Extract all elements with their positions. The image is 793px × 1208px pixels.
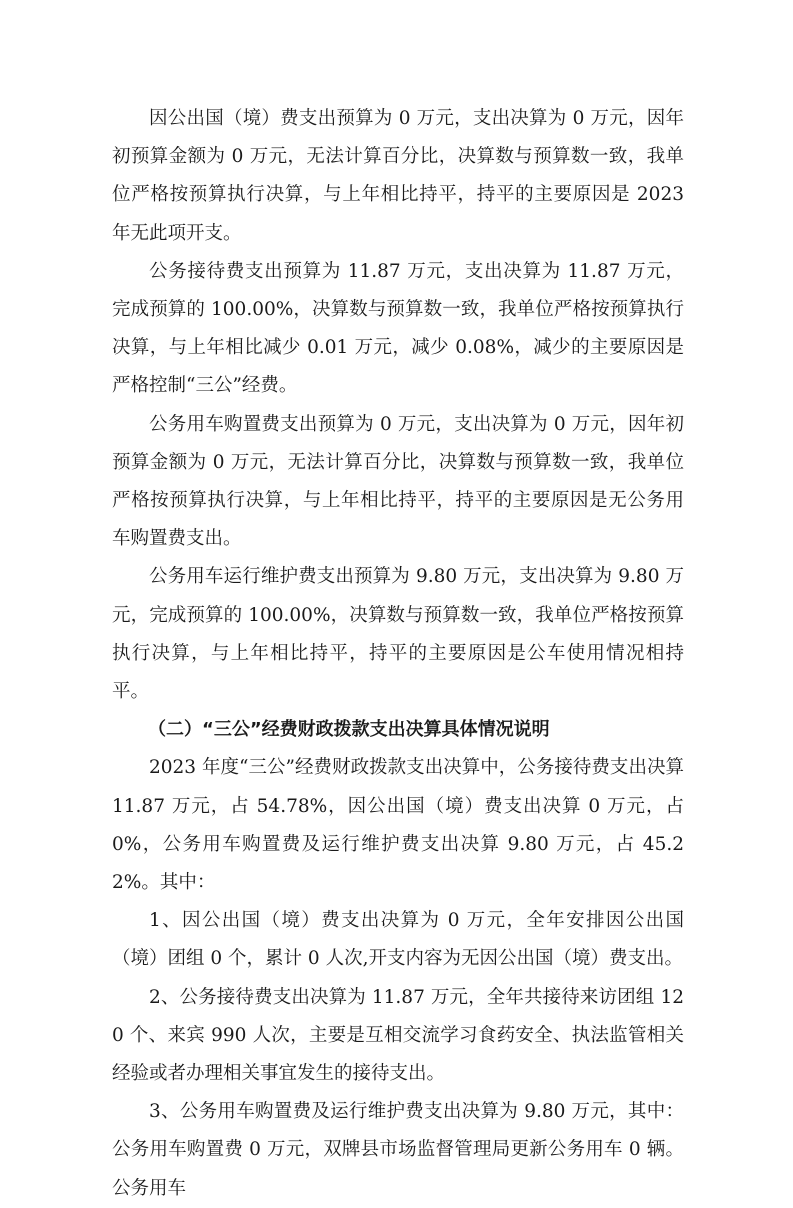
paragraph-vehicle-purchase: 公务用车购置费支出预算为 0 万元，支出决算为 0 万元，因年初预算金额为 0 万元，无法计算百分比，决算数与预算数一致，我单位严格按预算执行决算，与上年相比持平，持平的主要原因是无公务用车购置费支出。 [112,413,684,550]
paragraph-vehicle-maintenance: 公务用车运行维护费支出预算为 9.80 万元，支出决算为 9.80 万元，完成预算的 100.00%，决算数与预算数一致，我单位严格按预算执行决算，与上年相比持平，持平的主要原因是公车使用情况相持平。 [112,566,684,703]
paragraph-item-3: 3、公务用车购置费及运行维护费支出决算为 9.80 万元，其中：公务用车购置费 0 万元，双牌县市场监督管理局更新公务用车 0 辆。公务用车 [112,1101,684,1199]
document-body [112,100,684,1208]
section-heading: （二）“三公”经费财政拨款支出决算具体情况说明 [148,719,550,741]
paragraph-overseas-travel: 因公出国（境）费支出预算为 0 万元，支出决算为 0 万元，因年初预算金额为 0 万元，无法计算百分比，决算数与预算数一致，我单位严格按预算执行决算，与上年相比持平，持平的主要原因是 2023 年无此项开支。 [112,108,684,244]
paragraph-item-2: 2、公务接待费支出决算为 11.87 万元，全年共接待来访团组 120 个、来宾 990 人次，主要是互相交流学习食药安全、执法监管相关经验或者办理相关事宜发生的接待支出。 [112,986,684,1085]
paragraph-summary: 2023 年度“三公”经费财政拨款支出决算中，公务接待费支出决算 11.87 万元，占 54.78%，因公出国（境）费支出决算 0 万元，占 0%，公务用车购置费及运行维护费支出决算 9.80 万元，占 45.22%。其中： [112,757,684,894]
paragraph-reception: 公务接待费支出预算为 11.87 万元，支出决算为 11.87 万元，完成预算的 100.00%，决算数与预算数一致，我单位严格按预算执行决算，与上年相比减少 0.01 万元，减少 0.08%，减少的主要原因是严格控制“三公”经费。 [112,260,684,397]
paragraph-item-1: 1、因公出国（境）费支出决算为 0 万元，全年安排因公出国（境）团组 0 个，累计 0 人次,开支内容为无因公出国（境）费支出。 [112,910,684,970]
